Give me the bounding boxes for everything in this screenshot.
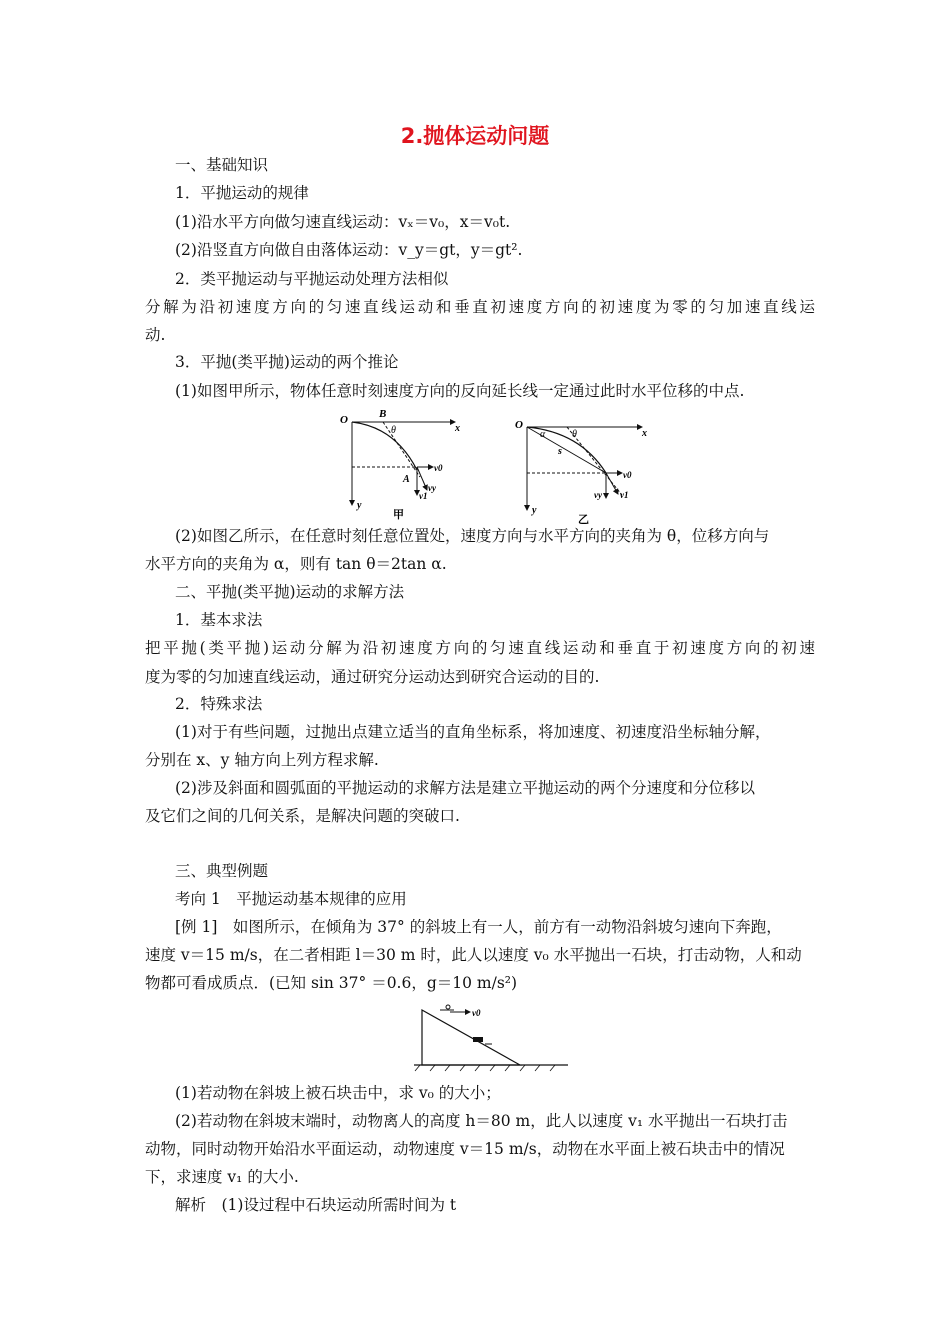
label-v: v1 (419, 491, 428, 501)
label-vy: vy (428, 483, 436, 493)
example-1-text: 物都可看成质点．(已知 sin 37° ＝0.6，g＝10 m/s²) (145, 974, 518, 992)
label-theta: θ (391, 425, 396, 436)
solution-text: 解析 (1)设过程中石块运动所需时间为 t (175, 1196, 457, 1214)
figure-jia (335, 405, 470, 520)
label-origin: O (340, 414, 348, 426)
subheading-1: 1．平抛运动的规律 (175, 184, 309, 202)
label-v: v1 (620, 490, 629, 500)
velocity-extension (383, 422, 420, 477)
label-a: A (403, 474, 410, 485)
label-b: B (379, 408, 387, 420)
animal-icon (473, 1037, 483, 1042)
example-1-text: 速度 v＝15 m/s，在二者相距 l＝30 m 时，此人以速度 v₀ 水平抛出一石块，打击动物，人和动 (145, 946, 802, 964)
caption-jia: 甲 (393, 509, 404, 520)
label-x: x (455, 423, 460, 434)
label-v0: v0 (623, 470, 632, 480)
trajectory (352, 422, 417, 470)
displacement-line (527, 427, 606, 473)
text-line: (1)对于有些问题，过抛出点建立适当的直角坐标系，将加速度、初速度沿坐标轴分解， (175, 723, 771, 741)
subheading-2: 2．类平抛运动与平抛运动处理方法相似 (175, 270, 449, 288)
label-vy: vy (594, 490, 602, 500)
text-line: 水平方向的夹角为 α，则有 tan θ＝2tan α. (145, 555, 447, 573)
subheading-direction-1: 考向 1 平抛运动基本规律的应用 (175, 890, 407, 908)
label-theta: θ (572, 429, 577, 440)
label-y: y (532, 505, 537, 516)
section-heading-methods: 二、平抛(类平抛)运动的求解方法 (175, 583, 405, 601)
subheading-special: 2．特殊求法 (175, 695, 263, 713)
caption-yi: 乙 (578, 514, 589, 525)
subheading-3: 3．平抛(类平抛)运动的两个推论 (175, 353, 399, 371)
question-1: (1)若动物在斜坡上被石块击中，求 v₀ 的大小； (175, 1084, 501, 1102)
figure-slope (410, 1000, 570, 1075)
label-v0: v0 (472, 1008, 481, 1018)
figure-yi (510, 410, 650, 525)
text-line: 动. (145, 326, 166, 344)
text-line: 分解为沿初速度方向的匀速直线运动和垂直初速度方向的初速度为零的匀加速直线运 (145, 298, 815, 316)
person-icon (440, 1005, 454, 1010)
slope (422, 1010, 520, 1065)
section-heading-basics: 一、基础知识 (175, 156, 269, 174)
text-line: (1)沿水平方向做匀速直线运动：vₓ＝v₀，x＝v₀t. (175, 213, 511, 231)
section-heading-examples: 三、典型例题 (175, 862, 269, 880)
ground-hatching (415, 1065, 555, 1071)
example-1-text: [例 1] 如图所示，在倾角为 37° 的斜坡上有一人，前方有一动物沿斜坡匀速向下奔跑， (175, 918, 782, 936)
label-origin: O (515, 419, 523, 431)
text-line: 及它们之间的几何关系，是解决问题的突破口. (145, 807, 460, 825)
question-2: 动物，同时动物开始沿水平面运动，动物速度 v＝15 m/s，动物在水平面上被石块击中的情况 (145, 1140, 785, 1158)
question-2: 下，求速度 v₁ 的大小. (145, 1168, 299, 1186)
text-line: (2)涉及斜面和圆弧面的平抛运动的求解方法是建立平抛运动的两个分速度和分位移以 (175, 779, 755, 797)
text-line: 度为零的匀加速直线运动，通过研究分运动达到研究合运动的目的. (145, 668, 600, 686)
text-line: 把平抛(类平抛)运动分解为沿初速度方向的匀速直线运动和垂直于初速度方向的初速 (145, 639, 815, 657)
label-v0: v0 (434, 463, 443, 473)
v-arrow (606, 473, 618, 494)
label-s: s (558, 446, 562, 457)
label-alpha: α (540, 429, 546, 440)
v-arrow (417, 467, 427, 490)
text-line: (2)如图乙所示，在任意时刻任意位置处，速度方向与水平方向的夹角为 θ，位移方向与 (175, 527, 770, 545)
label-y: y (357, 500, 362, 511)
subheading-basic: 1．基本求法 (175, 611, 263, 629)
text-line: (2)沿竖直方向做自由落体运动：v_y＝gt，y＝gt². (175, 241, 523, 259)
page-title: 2.抛体运动问题 (400, 124, 550, 148)
text-line: (1)如图甲所示，物体任意时刻速度方向的反向延长线一定通过此时水平位移的中点. (175, 382, 745, 400)
label-x: x (642, 428, 647, 439)
question-2: (2)若动物在斜坡末端时，动物离人的高度 h＝80 m，此人以速度 v₁ 水平抛出一石块打击 (175, 1112, 788, 1130)
text-line: 分别在 x、y 轴方向上列方程求解. (145, 751, 379, 769)
